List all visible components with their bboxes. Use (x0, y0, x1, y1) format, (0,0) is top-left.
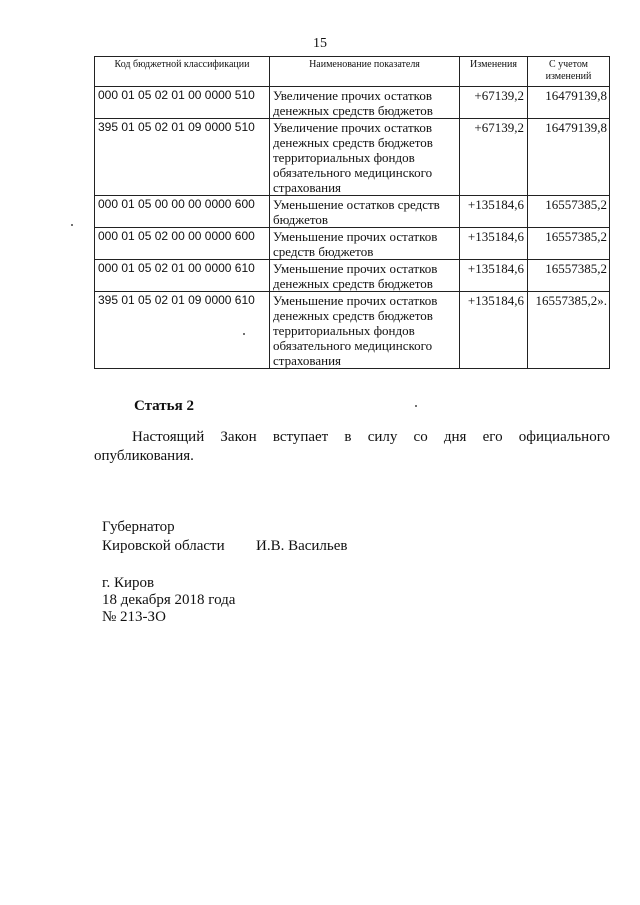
scan-speck (243, 333, 245, 335)
cell-code: 000 01 05 02 00 00 0000 600 (95, 228, 270, 260)
signature-name: И.В. Васильев (256, 538, 348, 554)
cell-code: 395 01 05 02 01 09 0000 610 (95, 292, 270, 369)
footer-block (102, 575, 235, 626)
cell-total: 16479139,8 (528, 119, 610, 196)
cell-total: 16479139,8 (528, 87, 610, 119)
table-row (95, 260, 610, 292)
cell-name: Уменьшение прочих остатков средств бюджетов (270, 228, 460, 260)
cell-total: 16557385,2 (528, 260, 610, 292)
footer-number: № 213-ЗО (102, 609, 166, 625)
table-row (95, 292, 610, 369)
article-title: Статья 2 (134, 398, 194, 414)
header-total: С учетом изменений (528, 57, 610, 87)
cell-name: Уменьшение прочих остатков денежных средств бюджетов (270, 260, 460, 292)
header-code: Код бюджетной классификации (95, 57, 270, 87)
cell-total: 16557385,2». (528, 292, 610, 369)
cell-name: Уменьшение остатков средств бюджетов (270, 196, 460, 228)
cell-change: +67139,2 (460, 87, 528, 119)
signature-position-line1: Губернатор (102, 519, 175, 535)
cell-change: +67139,2 (460, 119, 528, 196)
footer-city: г. Киров (102, 575, 155, 591)
cell-total: 16557385,2 (528, 228, 610, 260)
page-number: 15 (313, 36, 327, 51)
table-row (95, 87, 610, 119)
cell-name: Увеличение прочих остатков денежных средств бюджетов территориальных фондов обязательного медицинского страхования (270, 119, 460, 196)
scan-speck (71, 224, 73, 226)
cell-code: 000 01 05 02 01 00 0000 510 (95, 87, 270, 119)
cell-code: 000 01 05 02 01 00 0000 610 (95, 260, 270, 292)
cell-total: 16557385,2 (528, 196, 610, 228)
article-text: Настоящий Закон вступает в силу со дня его официального опубликования. (94, 429, 610, 464)
cell-name: Увеличение прочих остатков денежных средств бюджетов (270, 87, 460, 119)
footer-date: 18 декабря 2018 года (102, 592, 236, 608)
scan-speck (415, 405, 417, 407)
signature-block (102, 518, 348, 556)
cell-change: +135184,6 (460, 260, 528, 292)
cell-name: Уменьшение прочих остатков денежных средств бюджетов территориальных фондов обязательного медицинского страхования (270, 292, 460, 369)
budget-table (94, 56, 610, 369)
cell-change: +135184,6 (460, 292, 528, 369)
header-change: Изменения (460, 57, 528, 87)
article-paragraph (94, 428, 610, 466)
header-name: Наименование показателя (270, 57, 460, 87)
cell-code: 000 01 05 00 00 00 0000 600 (95, 196, 270, 228)
table-row (95, 196, 610, 228)
cell-change: +135184,6 (460, 228, 528, 260)
table-row (95, 228, 610, 260)
cell-change: +135184,6 (460, 196, 528, 228)
signature-position-line2: Кировской области (102, 538, 225, 554)
table-header-row (95, 57, 610, 87)
cell-code: 395 01 05 02 01 09 0000 510 (95, 119, 270, 196)
table-row (95, 119, 610, 196)
